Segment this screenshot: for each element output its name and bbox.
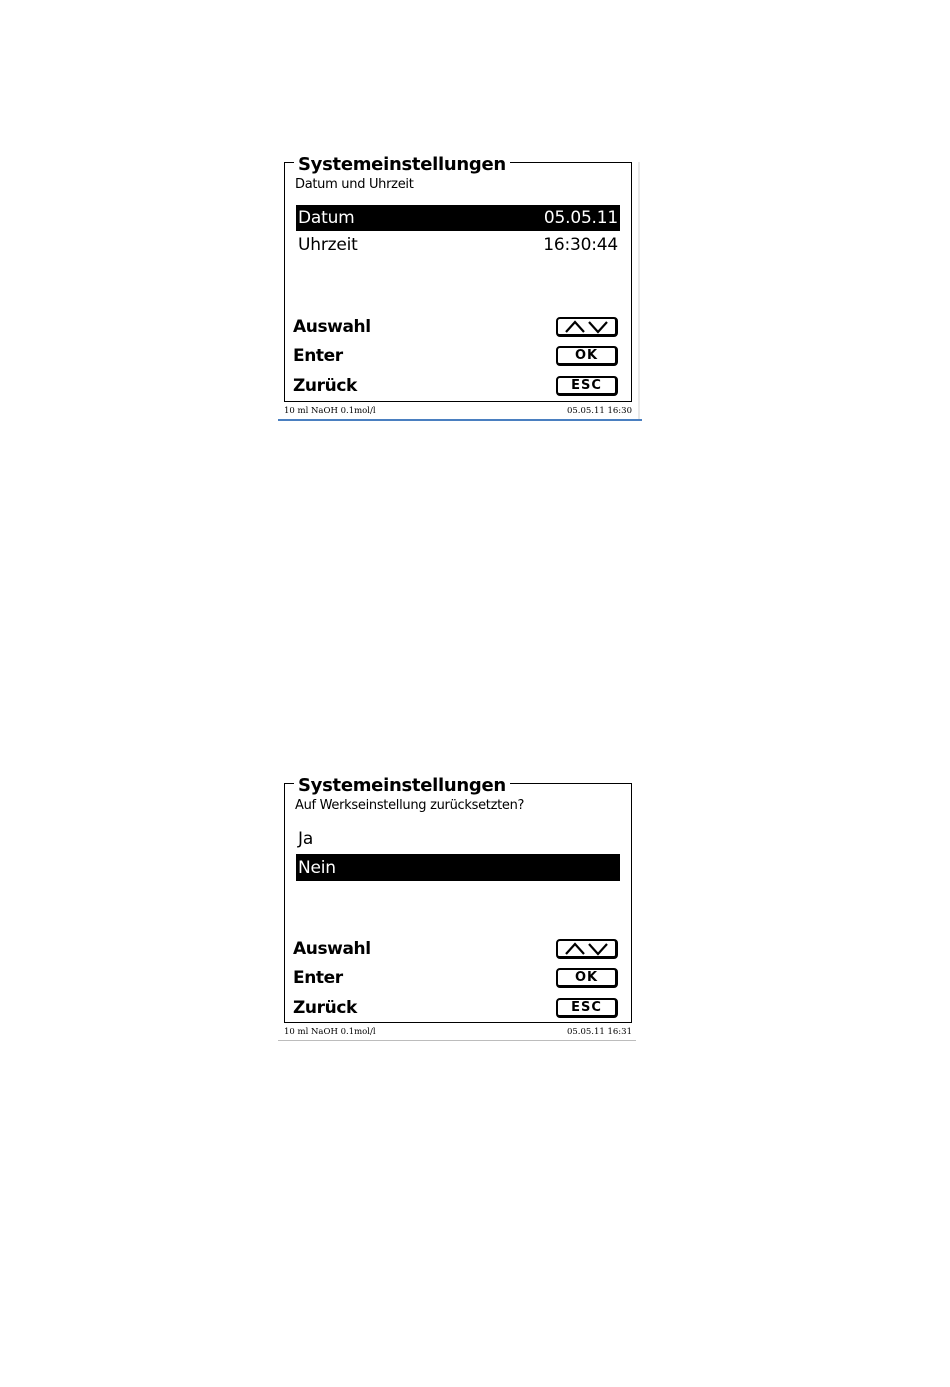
command-label-zurueck: Zurück	[293, 376, 357, 396]
command-label-zurueck: Zurück	[293, 998, 357, 1018]
row-value: 05.05.11	[543, 208, 618, 228]
status-method: 10 ml NaOH 0.1mol/l	[284, 1027, 376, 1037]
command-label-enter: Enter	[293, 346, 343, 366]
command-label-auswahl: Auswahl	[293, 317, 371, 337]
esc-key[interactable]: ESC	[556, 376, 618, 396]
ok-key[interactable]: OK	[556, 346, 618, 366]
command-label-enter: Enter	[293, 968, 343, 988]
ok-key[interactable]: OK	[556, 968, 618, 988]
row-value: 16:30:44	[543, 235, 618, 255]
screen-title: Systemeinstellungen	[294, 775, 510, 797]
screen-title: Systemeinstellungen	[294, 154, 510, 176]
command-label-auswahl: Auswahl	[293, 939, 371, 959]
menu-row-uhrzeit[interactable]	[296, 232, 620, 258]
screen-subtitle: Auf Werkseinstellung zurücksetzten?	[295, 798, 525, 813]
screen-edge	[638, 162, 640, 420]
esc-key[interactable]: ESC	[556, 998, 618, 1018]
menu-row-nein[interactable]	[296, 854, 620, 881]
up-down-arrows-icon	[564, 942, 610, 956]
row-label: Ja	[298, 829, 314, 849]
settings-screen-datetime	[278, 152, 642, 422]
settings-screen-factory-reset	[278, 773, 642, 1043]
row-label: Nein	[298, 857, 336, 878]
status-bar	[284, 1025, 632, 1039]
row-label: Datum	[298, 208, 355, 228]
up-down-key[interactable]	[556, 317, 618, 337]
up-down-arrows-icon	[564, 320, 610, 334]
status-method: 10 ml NaOH 0.1mol/l	[284, 406, 376, 416]
row-label: Uhrzeit	[298, 235, 358, 255]
screen-subtitle: Datum und Uhrzeit	[295, 177, 414, 192]
status-bar	[284, 404, 632, 418]
status-underline	[278, 1040, 636, 1041]
menu-row-datum[interactable]	[296, 205, 620, 231]
up-down-key[interactable]	[556, 939, 618, 959]
status-datetime: 05.05.11 16:30	[566, 406, 632, 416]
menu-row-ja[interactable]	[296, 826, 620, 852]
status-datetime: 05.05.11 16:31	[566, 1027, 632, 1037]
status-underline	[278, 419, 642, 421]
